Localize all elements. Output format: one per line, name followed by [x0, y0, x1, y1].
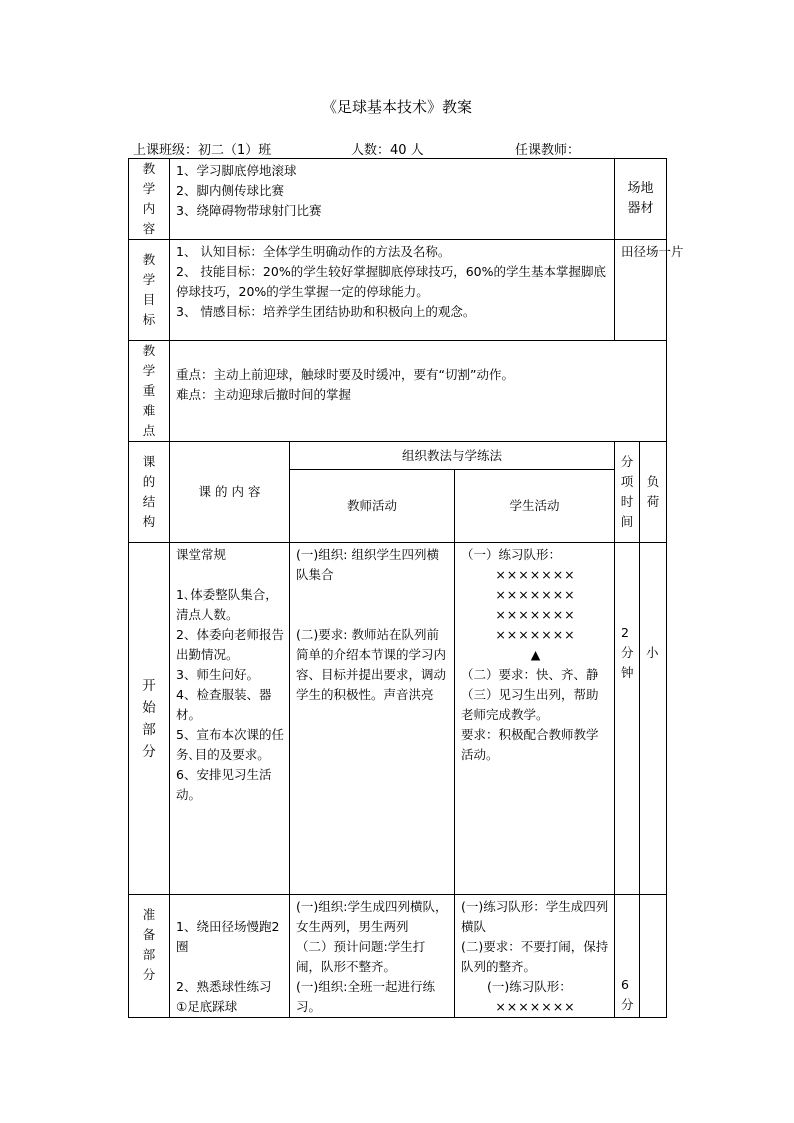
student-requirement: (二)要求：不要打闹，保持队列的整齐。: [461, 939, 609, 974]
key-point-item: 难点：主动迎球后撤时间的掌握: [176, 387, 352, 402]
start-teacher-cell: [290, 543, 455, 895]
row-header-top: [129, 442, 667, 470]
routine-item: 4、检查服装、器材。: [176, 687, 272, 722]
start-student-cell: [455, 543, 615, 895]
teacher-label: 任课教师：: [515, 143, 581, 158]
row-teaching-content: [129, 159, 667, 240]
formation-row: ×××××××: [495, 567, 576, 582]
prep-content-cell: [170, 895, 290, 1018]
load-header: 负 荷: [640, 442, 667, 543]
routine-item: 6、安排见习生活动。: [176, 767, 272, 802]
row-prep-section: [129, 895, 667, 1018]
start-section-label: 开 始 部 分: [129, 543, 170, 895]
content-item: 1、学习脚底停地滚球: [176, 163, 297, 178]
student-requirement: （二）要求：快、齐、静: [461, 667, 599, 682]
teacher-organize: (一)组织:全班一起进行练习。: [296, 979, 435, 1014]
lesson-plan-table: [128, 158, 684, 1018]
time-header: 分 项 时 间: [615, 442, 640, 543]
teaching-goals-label: 教 学 目 标: [129, 240, 170, 341]
start-content-cell: [170, 543, 290, 895]
goal-item: 3、 情感目标：培养学生团结协助和积极向上的观念。: [176, 304, 476, 319]
formation-title: (一)练习队形：: [487, 979, 572, 994]
start-time-cell: 2 分 钟: [615, 543, 640, 895]
student-formation: (一)练习队形：学生成四列横队: [461, 899, 609, 934]
teacher-organize: (一)组织: 组织学生四列横队集合: [296, 547, 439, 582]
teacher-position-icon: ▲: [530, 647, 541, 662]
goal-item: 2、 技能目标：20%的学生较好掌握脚底停球技巧，60%的学生基本掌握脚底停球技巧，20%的学生掌握一定的停球能力。: [176, 264, 606, 299]
row-start-section: [129, 543, 667, 895]
content-item: 2、脚内侧传球比赛: [176, 183, 284, 198]
class-label: 上课班级：初二（1）班: [133, 143, 272, 158]
goal-item: 1、 认知目标：全体学生明确动作的方法及名称。: [176, 244, 451, 259]
key-points-cell: [170, 341, 667, 442]
prep-load-cell: [640, 895, 667, 1018]
student-observer: （三）见习生出列，帮助老师完成教学。: [461, 687, 599, 722]
teaching-content-label: 教 学 内 容: [129, 159, 170, 240]
prep-item: 2、熟悉球性练习: [176, 979, 272, 994]
prep-time-cell: 6 分: [615, 895, 640, 1018]
teacher-problem: （二）预计问题:学生打闹，队形不整齐。: [296, 939, 426, 974]
routine-item: 2、体委向老师报告出勤情况。: [176, 627, 284, 662]
teacher-activity-header: 教师活动: [290, 470, 455, 543]
routine-title: 课堂常规: [176, 547, 227, 562]
routine-item: 1､体委整队集合，清点人数。: [176, 587, 278, 622]
row-key-points: [129, 341, 667, 442]
content-item: 3、绕障碍物带球射门比赛: [176, 203, 322, 218]
formation-row: ×××××××: [495, 627, 576, 642]
structure-header: 课 的 结 构: [129, 442, 170, 543]
routine-item: 5、宣布本次课的任务､目的及要求。: [176, 727, 284, 762]
row-teaching-goals: [129, 240, 667, 341]
content-header: 课 的 内 容: [170, 442, 290, 543]
prep-item: 1、绕田径场慢跑2圈: [176, 919, 280, 954]
prep-section-label: 准 备 部 分: [129, 895, 170, 1018]
prep-teacher-cell: [290, 895, 455, 1018]
start-load-cell: 小: [640, 543, 667, 895]
formation-row: ×××××××: [495, 607, 576, 622]
student-activity-header: 学生活动: [455, 470, 615, 543]
teacher-organize: (一)组织:学生成四列横队，女生两列，男生两列: [296, 899, 448, 934]
method-header: 组织教法与学练法: [290, 442, 615, 470]
teaching-content-cell: [170, 159, 615, 240]
prep-item: ①足底踩球: [176, 999, 238, 1014]
formation-row: ×××××××: [495, 999, 576, 1014]
formation-row: ×××××××: [495, 587, 576, 602]
teaching-goals-cell: [170, 240, 615, 341]
key-points-label: 教 学 重 难 点: [129, 341, 170, 442]
venue-value: 田径场一片: [615, 240, 667, 341]
venue-label: 场地 器材: [615, 159, 667, 240]
prep-student-cell: [455, 895, 615, 1018]
formation-title: （一）练习队形：: [461, 547, 562, 562]
page-title: 《足球基本技术》教案: [321, 98, 472, 116]
teacher-requirement: (二)要求: 教师站在队列前简单的介绍本节课的学习内容、目标并提出要求，调动学生的积极性。声音洪亮: [296, 627, 447, 702]
student-count-label: 人数：40 人: [351, 143, 424, 158]
student-observer-requirement: 要求：积极配合教师教学活动。: [461, 727, 599, 762]
routine-item: 3、师生问好。: [176, 667, 259, 682]
key-point-item: 重点：主动上前迎球，触球时要及时缓冲，要有“切割”动作。: [176, 367, 514, 382]
